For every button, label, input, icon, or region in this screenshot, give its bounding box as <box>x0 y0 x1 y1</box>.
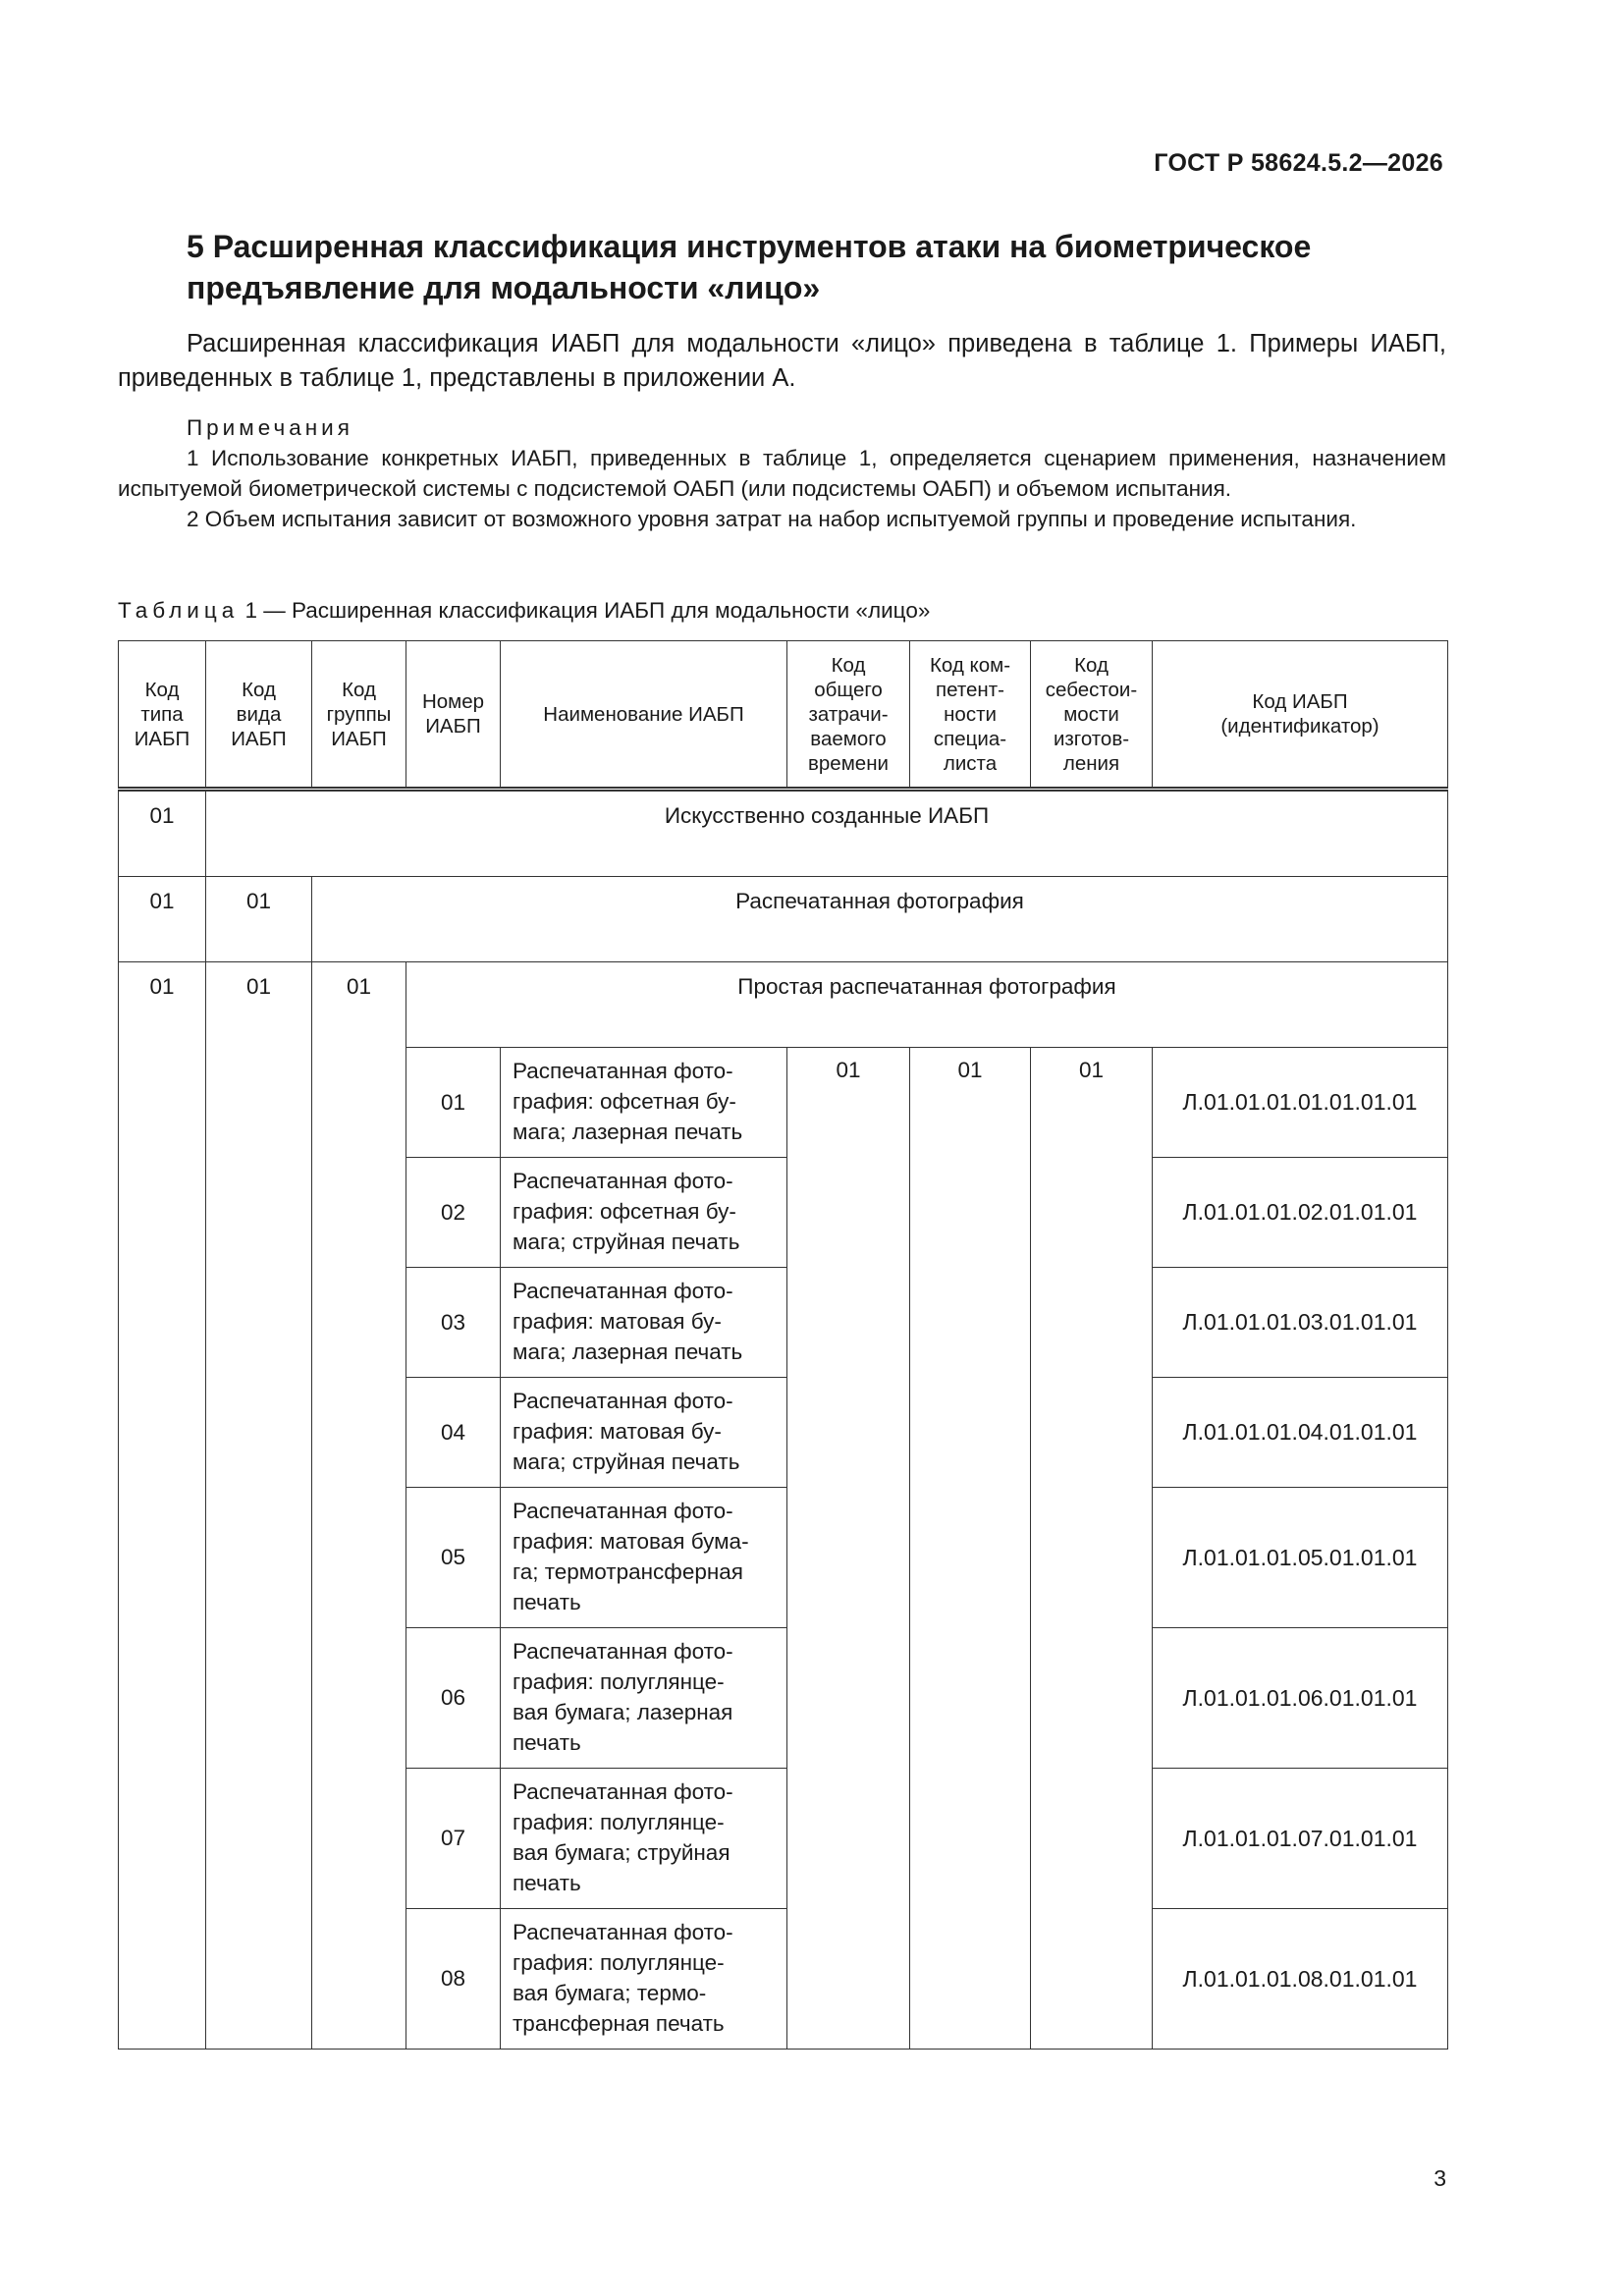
table-header-row <box>119 641 1448 790</box>
header-cost-code: Код себестои- мости изготов- ления <box>1031 641 1153 790</box>
item-name-cell: Распечатанная фото- графия: полуглянце- вая бумага; струйная печать <box>501 1769 787 1909</box>
type-row <box>119 790 1448 877</box>
intro-paragraph: Расширенная классификация ИАБП для модальности «лицо» приведена в таблице 1. Примеры ИАБП, приведенных в таблице 1, представлены в приложении А. <box>118 330 1446 392</box>
group-code-cell: 01 <box>312 962 406 2050</box>
kind-row <box>119 877 1448 962</box>
type-code-cell: 01 <box>119 962 206 2050</box>
shared-skill-code-cell: 01 <box>910 1048 1031 2050</box>
classification-table <box>118 640 1448 2050</box>
header-number: Номер ИАБП <box>406 641 501 790</box>
header-identifier: Код ИАБП (идентификатор) <box>1153 641 1448 790</box>
item-identifier-cell: Л.01.01.01.04.01.01.01 <box>1153 1378 1448 1488</box>
item-number-cell: 07 <box>406 1769 501 1909</box>
item-number-cell: 08 <box>406 1909 501 2050</box>
page-number: 3 <box>1434 2165 1446 2191</box>
item-number-cell: 05 <box>406 1488 501 1628</box>
item-number-cell: 02 <box>406 1158 501 1268</box>
document-code: ГОСТ Р 58624.5.2—2026 <box>1154 149 1443 177</box>
item-number-cell: 04 <box>406 1378 501 1488</box>
group-row <box>119 962 1448 1048</box>
table-caption-prefix: Таблица <box>118 598 240 623</box>
item-name-cell: Распечатанная фото- графия: полуглянце- вая бумага; термо- трансферная печать <box>501 1909 787 2050</box>
item-name-cell: Распечатанная фото- графия: офсетная бу- мага; лазерная печать <box>501 1048 787 1158</box>
item-number-cell: 01 <box>406 1048 501 1158</box>
header-skill-code: Код ком- петент- ности специа- листа <box>910 641 1031 790</box>
header-group-code: Код группы ИАБП <box>312 641 406 790</box>
type-code-cell: 01 <box>119 790 206 877</box>
notes-title: Примечания <box>187 415 353 440</box>
header-name: Наименование ИАБП <box>501 641 787 790</box>
item-identifier-cell: Л.01.01.01.08.01.01.01 <box>1153 1909 1448 2050</box>
kind-label-cell: Распечатанная фотография <box>312 877 1448 962</box>
header-type-code: Код типа ИАБП <box>119 641 206 790</box>
type-label-cell: Искусственно созданные ИАБП <box>206 790 1448 877</box>
item-identifier-cell: Л.01.01.01.06.01.01.01 <box>1153 1628 1448 1769</box>
item-identifier-cell: Л.01.01.01.03.01.01.01 <box>1153 1268 1448 1378</box>
group-label-cell: Простая распечатанная фотография <box>406 962 1448 1048</box>
type-code-cell: 01 <box>119 877 206 962</box>
kind-code-cell: 01 <box>206 877 312 962</box>
item-number-cell: 03 <box>406 1268 501 1378</box>
kind-code-cell: 01 <box>206 962 312 2050</box>
item-identifier-cell: Л.01.01.01.05.01.01.01 <box>1153 1488 1448 1628</box>
table-caption-text: 1 — Расширенная классификация ИАБП для модальности «лицо» <box>244 598 931 623</box>
item-identifier-cell: Л.01.01.01.02.01.01.01 <box>1153 1158 1448 1268</box>
item-name-cell: Распечатанная фото- графия: полуглянце- вая бумага; лазерная печать <box>501 1628 787 1769</box>
item-identifier-cell: Л.01.01.01.07.01.01.01 <box>1153 1769 1448 1909</box>
table-caption <box>118 598 930 624</box>
item-name-cell: Распечатанная фото- графия: офсетная бу- мага; струйная печать <box>501 1158 787 1268</box>
note-item: 2 Объем испытания зависит от возможного уровня затрат на набор испытуемой группы и проведение испытания. <box>187 507 1357 531</box>
shared-cost-code-cell: 01 <box>1031 1048 1153 2050</box>
header-time-code: Код общего затрачи- ваемого времени <box>787 641 910 790</box>
item-name-cell: Распечатанная фото- графия: матовая бума- га; термотрансферная печать <box>501 1488 787 1628</box>
section-title: 5 Расширенная классификация инструментов атаки на биометрическое предъявление для модальности «лицо» <box>187 229 1312 305</box>
item-name-cell: Распечатанная фото- графия: матовая бу- мага; струйная печать <box>501 1378 787 1488</box>
item-identifier-cell: Л.01.01.01.01.01.01.01 <box>1153 1048 1448 1158</box>
shared-time-code-cell: 01 <box>787 1048 910 2050</box>
notes-block <box>118 412 1446 534</box>
item-number-cell: 06 <box>406 1628 501 1769</box>
note-item: 1 Использование конкретных ИАБП, приведенных в таблице 1, определяется сценарием применения, назначением испытуемой биометрической системы с подсистемой ОАБП (или подсистемы ОАБП) и объемом испытания. <box>118 446 1446 501</box>
header-kind-code: Код вида ИАБП <box>206 641 312 790</box>
item-name-cell: Распечатанная фото- графия: матовая бу- мага; лазерная печать <box>501 1268 787 1378</box>
